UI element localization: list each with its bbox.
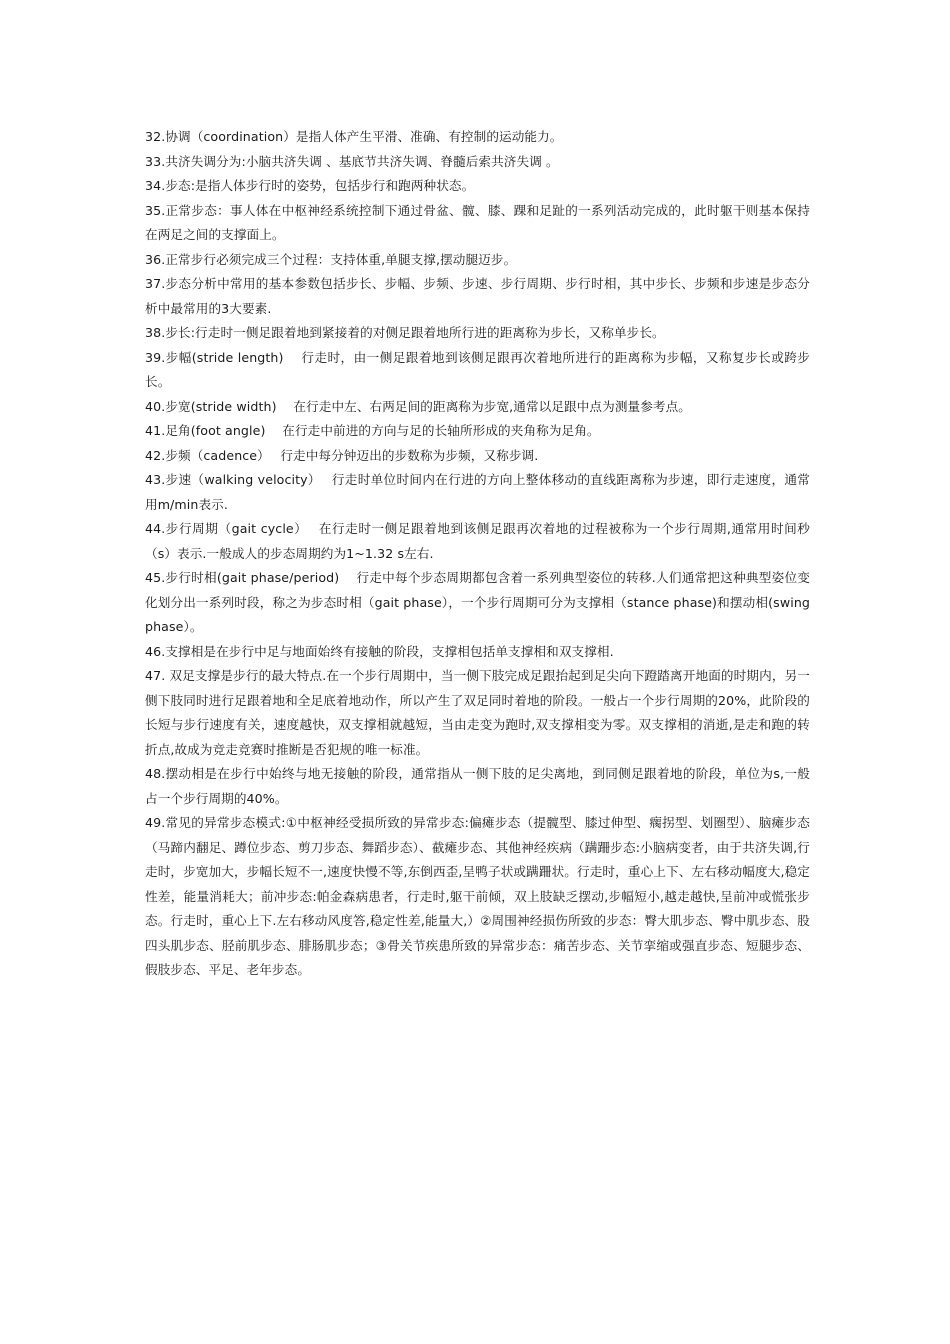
paragraph-36: 36.正常步行必须完成三个过程：支持体重,单腿支撑,摆动腿迈步。 [145, 251, 517, 267]
paragraph-43: 43.步速（walking velocity） 行走时单位时间内在行进的方向上整体移动的直线距离称为步速，即行走速度，通常用m/min表示. [145, 472, 810, 512]
paragraph-44: 44.步行周期（gait cycle） 在行走时一侧足跟着地到该侧足跟再次着地的过程被称为一个步行周期,通常用时间秒（s）表示.一般成人的步态周期约为1~1.32 s左右. [145, 521, 810, 561]
paragraph-46: 46.支撑相是在步行中足与地面始终有接触的阶段，支撑相包括单支撑相和双支撑相. [145, 643, 614, 659]
paragraph-33: 33.共济失调分为:小脑共济失调 、基底节共济失调、脊髓后索共济失调 。 [145, 153, 559, 169]
paragraph-47: 47. 双足支撑是步行的最大特点.在一个步行周期中，当一侧下肢完成足跟抬起到足尖向下蹬踏离开地面的时期内，另一侧下肢同时进行足跟着地和全足底着地动作，所以产生了双足同时着地的阶段。一般占一个步行周期的20%，此阶段的长短与步行速度有关，速度越快，双支撑相就越短，当由走变为跑时,双支撑相变为零。双支撑相的消逝,是走和跑的转折点,故成为竞走竞赛时推断是否犯规的唯一标准。 [145, 668, 810, 757]
paragraph-38: 38.步长:行走时一侧足跟着地到紧接着的对侧足跟着地所行进的距离称为步长，又称单步长。 [145, 325, 665, 340]
paragraph-40: 40.步宽(stride width) 在行走中左、右两足间的距离称为步宽,通常以足跟中点为测量参考点。 [145, 398, 691, 414]
paragraph-41: 41.足角(foot angle) 在行走中前进的方向与足的长轴所形成的夹角称为足角。 [145, 423, 600, 438]
paragraph-35: 35.正常步态：事人体在中枢神经系统控制下通过骨盆、髋、膝、踝和足趾的一系列活动完成的，此时躯干则基本保持在两足之间的支撑面上。 [145, 202, 810, 242]
paragraph-48: 48.摆动相是在步行中始终与地无接触的阶段，通常指从一侧下肢的足尖离地，到同侧足跟着地的阶段，单位为s,一般占一个步行周期的40%。 [145, 766, 810, 806]
paragraph-37: 37.步态分析中常用的基本参数包括步长、步幅、步频、步速、步行周期、步行时相，其中步长、步频和步速是步态分析中最常用的3大要素. [145, 276, 810, 316]
document-body [145, 125, 810, 983]
paragraph-32: 32.协调（coordination）是指人体产生平滑、准确、有控制的运动能力。 [145, 129, 563, 144]
paragraph-42: 42.步频（cadence） 行走中每分钟迈出的步数称为步频，又称步调. [145, 447, 539, 463]
paragraph-45: 45.步行时相(gait phase/period) 行走中每个步态周期都包含着一系列典型姿位的转移.人们通常把这种典型姿位变化划分出一系列时段，称之为步态时相（gait phase），一个步行周期可分为支撑相（stance phase)和摆动相(swing phase）。 [145, 570, 810, 634]
paragraph-49: 49.常见的异常步态模式:①中枢神经受损所致的异常步态:偏瘫步态（提髋型、膝过伸型、瘸拐型、划圈型）、脑瘫步态（马蹄内翻足、蹲位步态、剪刀步态、舞蹈步态）、截瘫步态、其他神经疾病（蹒跚步态:小脑病变者，由于共济失调,行走时，步宽加大，步幅长短不一,速度快慢不等,东倒西歪,呈鸭子状或蹒跚状。行走时，重心上下、左右移动幅度大,稳定性差，能量消耗大；前冲步态:帕金森病患者，行走时,躯干前倾，双上肢缺乏摆动,步幅短小,越走越快,呈前冲或慌张步态。行走时，重心上下.左右移动风度答,稳定性差,能量大,）②周围神经损伤所致的步态：臀大肌步态、臀中肌步态、股四头肌步态、胫前肌步态、腓肠肌步态；③骨关节疾患所致的异常步态：痛苦步态、关节挛缩或强直步态、短腿步态、假肢步态、平足、老年步态。 [145, 815, 810, 977]
paragraph-39: 39.步幅(stride length) 行走时，由一侧足跟着地到该侧足跟再次着地所进行的距离称为步幅，又称复步长或跨步长。 [145, 349, 810, 389]
paragraph-34: 34.步态:是指人体步行时的姿势，包括步行和跑两种状态。 [145, 178, 475, 193]
